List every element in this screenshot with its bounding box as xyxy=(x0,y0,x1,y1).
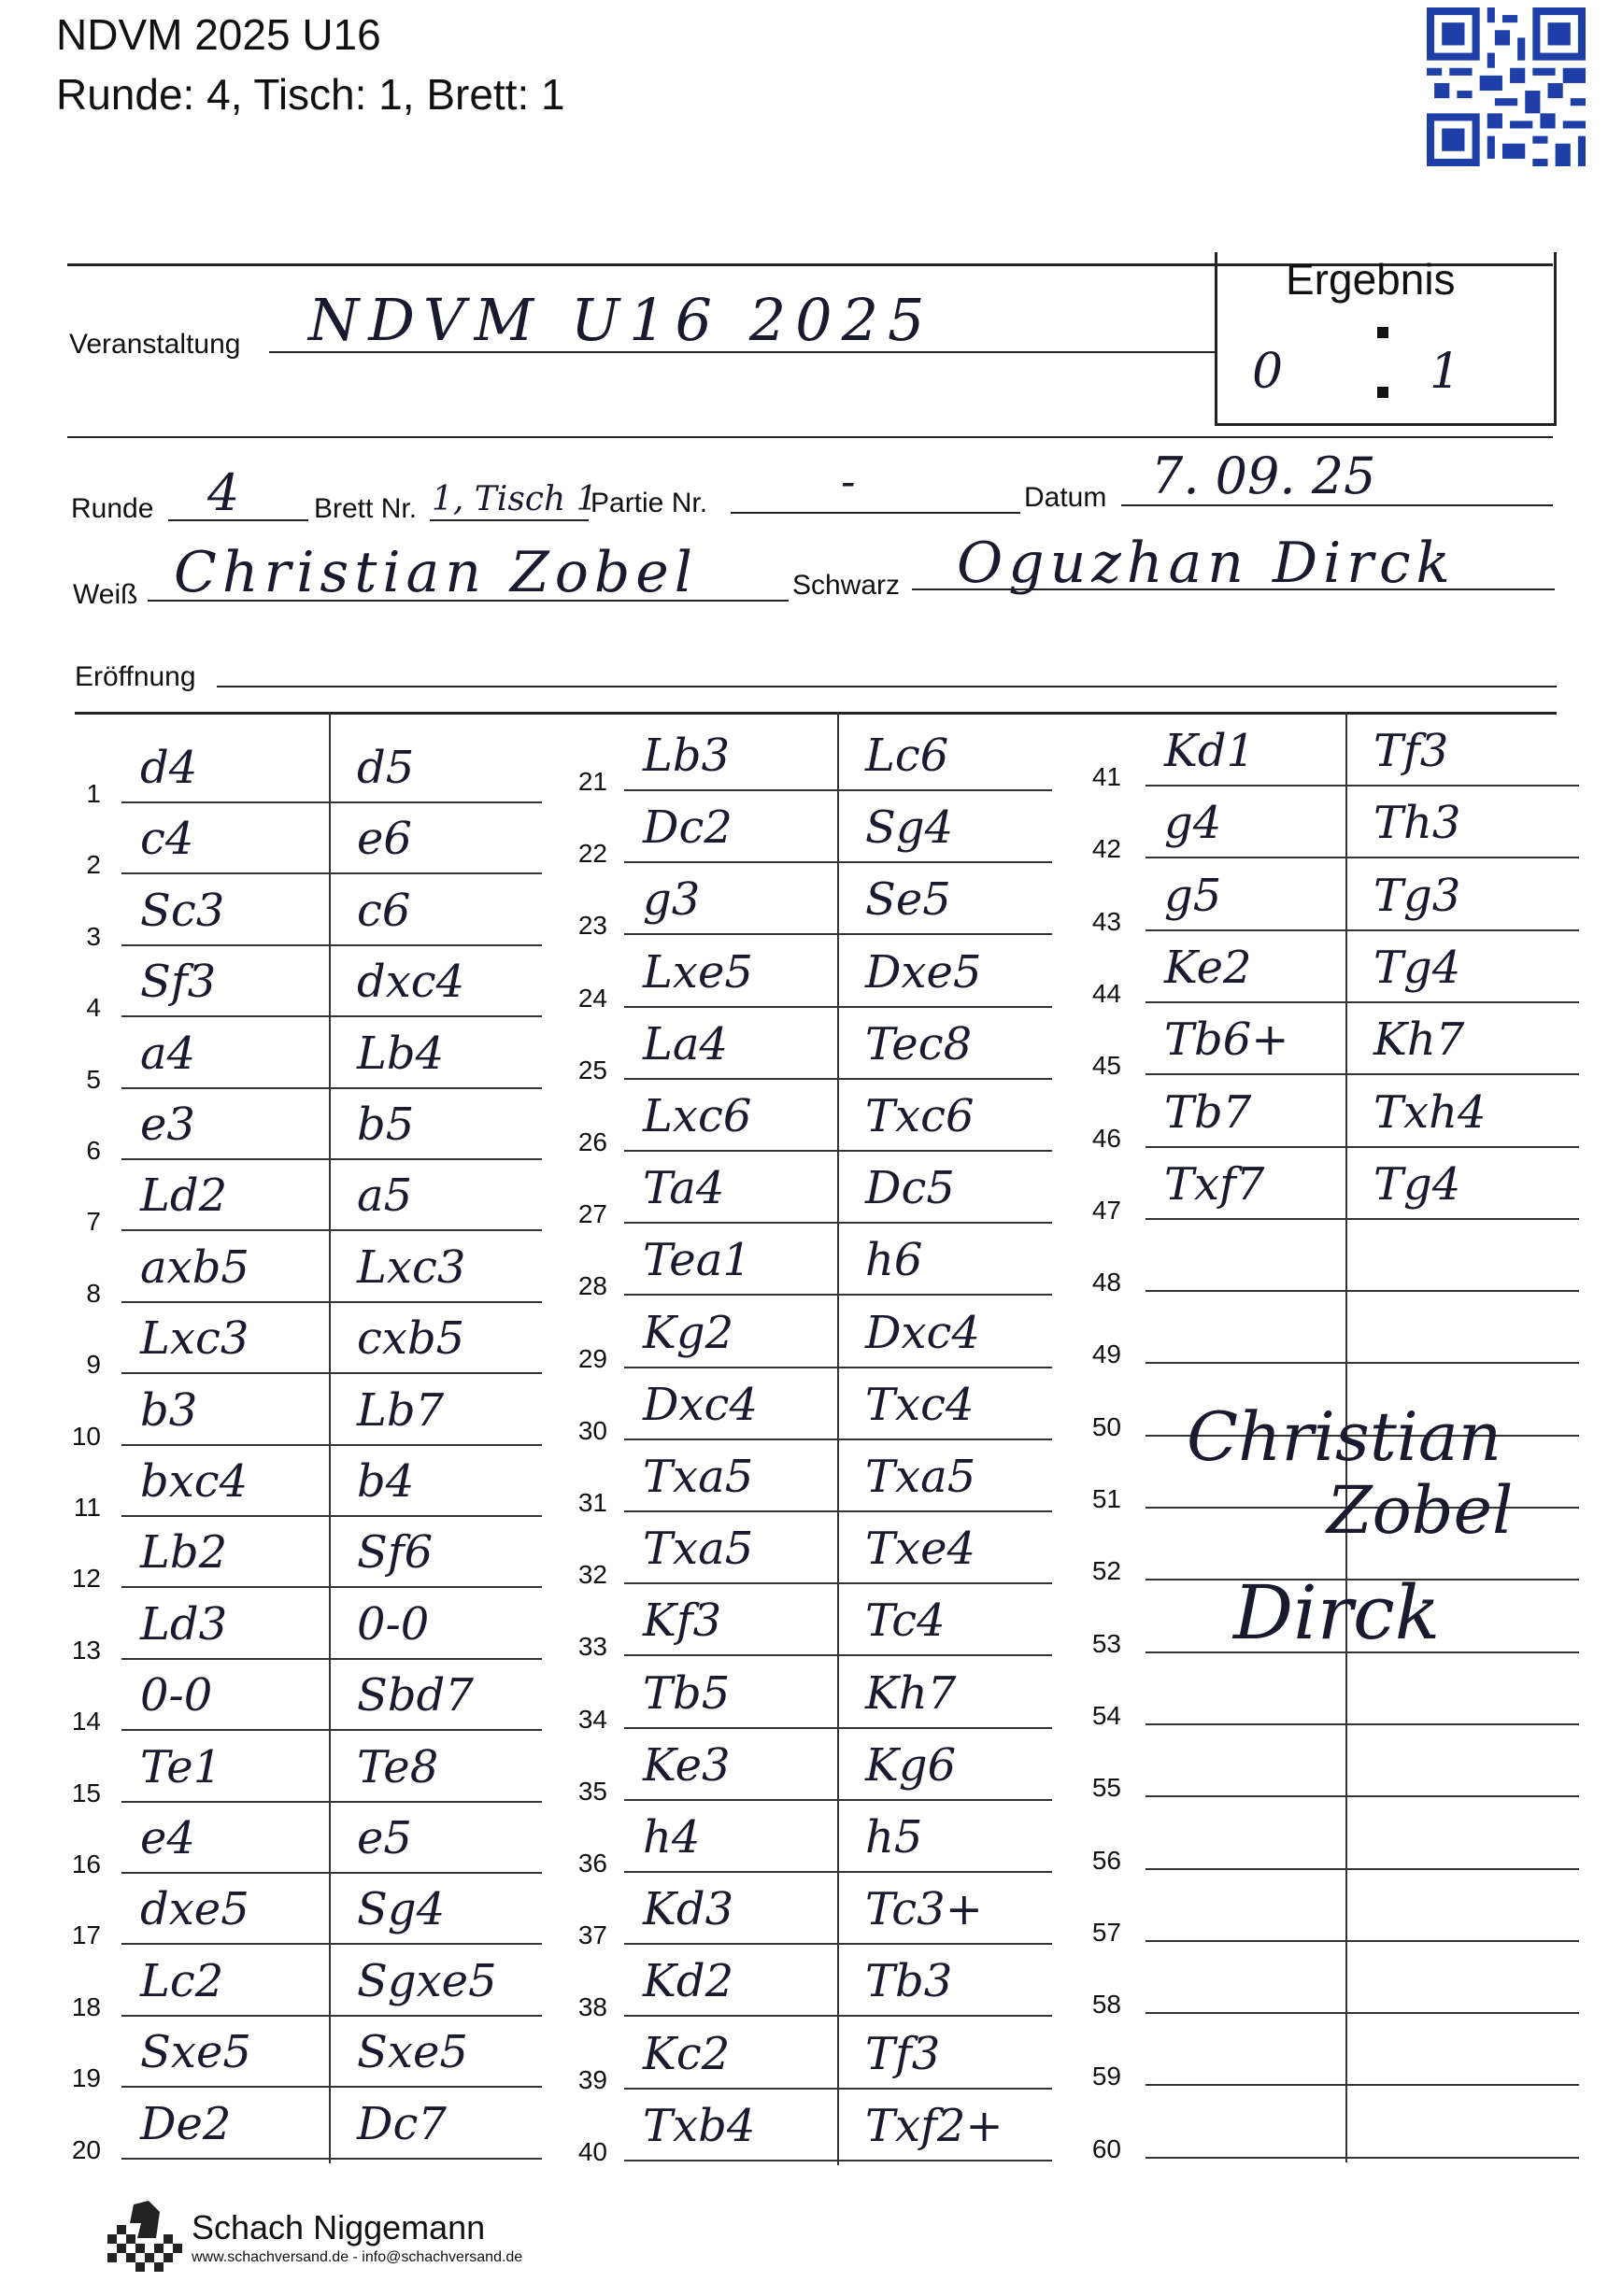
move-number: 51 xyxy=(1091,1484,1121,1513)
move-row-line xyxy=(121,1801,542,1803)
move-number: 34 xyxy=(577,1704,607,1734)
move-black: h5 xyxy=(865,1811,923,1864)
date-label: Datum xyxy=(1024,482,1107,513)
move-number: 44 xyxy=(1091,978,1121,1008)
move-white: Kc2 xyxy=(643,2027,731,2080)
move-black: a5 xyxy=(357,1169,413,1223)
move-white: Dxc4 xyxy=(643,1378,758,1431)
move-row-line xyxy=(1146,857,1579,858)
column-divider xyxy=(329,712,331,2163)
move-number: 36 xyxy=(577,1849,607,1878)
move-row-line xyxy=(121,1301,542,1303)
move-number: 28 xyxy=(577,1271,607,1301)
move-row-line xyxy=(1146,1146,1579,1148)
move-black: Tf3 xyxy=(865,2027,941,2080)
move-black: dxc4 xyxy=(357,956,465,1009)
move-number: 30 xyxy=(577,1415,607,1445)
move-white: Sc3 xyxy=(140,884,225,937)
move-number: 29 xyxy=(577,1343,607,1373)
move-black: d5 xyxy=(357,742,415,794)
signature-black: Dirck xyxy=(1233,1569,1441,1656)
move-row-line xyxy=(121,1015,542,1017)
move-white: c4 xyxy=(140,813,194,866)
move-black: Lb7 xyxy=(357,1383,445,1437)
move-white: Ld2 xyxy=(140,1169,228,1223)
move-black: Sf6 xyxy=(357,1526,434,1580)
event-label: Veranstaltung xyxy=(69,329,241,360)
move-white: Kg2 xyxy=(643,1306,734,1359)
move-row-line xyxy=(1146,1290,1579,1292)
move-row-line xyxy=(121,1872,542,1874)
move-row-line xyxy=(121,801,542,803)
move-row-line xyxy=(1146,1795,1579,1797)
move-white: Txa5 xyxy=(643,1451,754,1503)
move-row-line xyxy=(121,1372,542,1374)
move-number: 37 xyxy=(577,1920,607,1950)
move-black: Se5 xyxy=(865,873,951,927)
move-row-line xyxy=(1146,2157,1579,2159)
move-row-line xyxy=(121,1229,542,1231)
move-white: Lc2 xyxy=(140,1954,224,2007)
round-label: Runde xyxy=(71,493,154,524)
move-white: e3 xyxy=(140,1098,195,1151)
move-number: 10 xyxy=(71,1421,101,1451)
result-label: Ergebnis xyxy=(1286,255,1456,304)
move-black: Kg6 xyxy=(865,1738,957,1792)
move-number: 7 xyxy=(86,1207,101,1237)
move-black: Sbd7 xyxy=(357,1669,474,1722)
opening-label: Eröffnung xyxy=(75,661,196,692)
move-white: Tea1 xyxy=(643,1234,751,1287)
move-row-line xyxy=(1146,1940,1579,1942)
move-number: 24 xyxy=(577,983,607,1013)
move-white: Tb7 xyxy=(1164,1085,1252,1139)
move-number: 40 xyxy=(577,2136,607,2166)
move-black: Txc6 xyxy=(865,1090,975,1142)
move-number: 23 xyxy=(577,911,607,941)
black-label: Schwarz xyxy=(792,570,901,601)
move-number: 46 xyxy=(1091,1123,1121,1153)
move-white: a4 xyxy=(140,1027,196,1080)
signature-white-last: Zobel xyxy=(1327,1472,1514,1549)
move-white: e4 xyxy=(140,1812,195,1864)
move-black: c6 xyxy=(357,884,411,937)
move-white: d4 xyxy=(140,742,198,794)
game-value: - xyxy=(841,456,856,506)
column-divider xyxy=(837,712,839,2165)
move-black: Lc6 xyxy=(865,730,949,782)
move-black: e6 xyxy=(357,813,412,866)
move-number: 27 xyxy=(577,1199,607,1229)
move-number: 15 xyxy=(71,1778,101,1807)
move-number: 50 xyxy=(1091,1411,1121,1441)
move-black: Kh7 xyxy=(865,1666,957,1720)
move-white: g3 xyxy=(643,873,701,927)
move-black: Txc4 xyxy=(865,1378,975,1431)
result-black: 1 xyxy=(1430,344,1461,400)
move-row-line xyxy=(121,1444,542,1446)
move-black: Dxc4 xyxy=(865,1306,980,1359)
move-white: Sxe5 xyxy=(140,2026,251,2079)
move-white: Txa5 xyxy=(643,1523,754,1576)
move-black: Txf2+ xyxy=(865,2099,1003,2152)
move-number: 39 xyxy=(577,2064,607,2094)
move-black: Tf3 xyxy=(1373,725,1449,777)
move-black: b5 xyxy=(357,1098,415,1151)
move-row-line xyxy=(121,1943,542,1945)
move-number: 41 xyxy=(1091,762,1121,791)
move-black: Txh4 xyxy=(1373,1085,1487,1139)
move-white: axb5 xyxy=(140,1240,249,1294)
move-row-line xyxy=(121,2086,542,2088)
move-number: 52 xyxy=(1091,1556,1121,1586)
move-number: 43 xyxy=(1091,906,1121,936)
move-white: Lxe5 xyxy=(643,945,753,999)
move-black: Tc4 xyxy=(865,1594,946,1648)
move-white: Txf7 xyxy=(1164,1157,1265,1211)
move-number: 32 xyxy=(577,1560,607,1590)
board-value: 1, Tisch 1 xyxy=(432,480,598,518)
move-row-line xyxy=(1146,1723,1579,1725)
move-number: 55 xyxy=(1091,1773,1121,1803)
move-row-line xyxy=(1146,929,1579,931)
move-number: 12 xyxy=(71,1564,101,1594)
move-number: 48 xyxy=(1091,1268,1121,1297)
move-row-line xyxy=(121,1658,542,1660)
move-number: 2 xyxy=(86,850,101,880)
move-white: De2 xyxy=(140,2097,232,2150)
move-number: 57 xyxy=(1091,1917,1121,1947)
move-white: Lb2 xyxy=(140,1526,228,1580)
move-number: 54 xyxy=(1091,1700,1121,1730)
move-black: Te8 xyxy=(357,1740,439,1793)
sheet-title: NDVM 2025 U16 xyxy=(56,10,381,59)
event-value: NDVM U16 2025 xyxy=(308,286,934,354)
footer-url: www.schachversand.de - info@schachversand.de xyxy=(192,2249,523,2265)
move-white: Kd3 xyxy=(643,1883,734,1936)
move-row-line xyxy=(1146,1073,1579,1075)
move-white: h4 xyxy=(643,1811,701,1864)
board-label: Brett Nr. xyxy=(314,493,418,524)
move-row-line xyxy=(121,2015,542,2017)
move-black: Lxc3 xyxy=(357,1240,466,1294)
move-white: Ld3 xyxy=(140,1597,228,1651)
move-row-line xyxy=(1146,1362,1579,1364)
footer-brand: Schach Niggemann xyxy=(192,2208,486,2246)
move-number: 18 xyxy=(71,1991,101,2021)
move-black: Tc3+ xyxy=(865,1883,983,1936)
move-number: 49 xyxy=(1091,1339,1121,1369)
move-white: b3 xyxy=(140,1383,198,1437)
move-number: 16 xyxy=(71,1850,101,1878)
move-row-line xyxy=(1146,785,1579,787)
result-white: 0 xyxy=(1252,344,1284,400)
move-black: Sxe5 xyxy=(357,2026,468,2079)
move-row-line xyxy=(121,1729,542,1731)
chess-knight-logo-icon xyxy=(107,2197,182,2272)
move-number: 59 xyxy=(1091,2062,1121,2091)
move-black: Sg4 xyxy=(865,801,954,855)
move-number: 58 xyxy=(1091,1990,1121,2020)
move-number: 22 xyxy=(577,839,607,869)
move-number: 5 xyxy=(86,1064,101,1094)
move-number: 21 xyxy=(577,767,607,796)
round-value: 4 xyxy=(207,463,240,522)
move-number: 33 xyxy=(577,1632,607,1662)
move-row-line xyxy=(1146,2012,1579,2014)
black-player: Oguzhan Dirck xyxy=(957,531,1456,596)
move-white: Ta4 xyxy=(643,1162,725,1215)
game-label: Partie Nr. xyxy=(591,488,708,518)
move-white: Dc2 xyxy=(643,801,733,855)
move-row-line xyxy=(1146,2084,1579,2086)
move-black: Tb3 xyxy=(865,1955,953,2008)
move-white: Tb6+ xyxy=(1164,1013,1289,1067)
move-number: 35 xyxy=(577,1776,607,1806)
sheet-subtitle: Runde: 4, Tisch: 1, Brett: 1 xyxy=(56,70,565,119)
move-number: 42 xyxy=(1091,834,1121,864)
move-white: Lxc3 xyxy=(140,1312,249,1366)
move-black: 0-0 xyxy=(357,1597,430,1651)
move-black: Tg3 xyxy=(1373,869,1461,922)
move-number: 17 xyxy=(71,1920,101,1950)
move-white: g4 xyxy=(1164,797,1222,850)
move-number: 19 xyxy=(71,2063,101,2093)
move-number: 3 xyxy=(86,921,101,951)
move-white: Lxc6 xyxy=(643,1090,752,1142)
move-black: Dxe5 xyxy=(865,945,982,999)
move-black: cxb5 xyxy=(357,1312,465,1366)
move-number: 38 xyxy=(577,1992,607,2022)
white-player: Christian Zobel xyxy=(174,540,698,605)
move-number: 11 xyxy=(73,1493,101,1522)
move-number: 53 xyxy=(1091,1628,1121,1658)
move-white: Ke2 xyxy=(1164,941,1252,994)
move-white: g5 xyxy=(1164,869,1222,922)
move-black: Dc7 xyxy=(357,2097,447,2150)
move-number: 1 xyxy=(86,779,101,808)
move-black: Txe4 xyxy=(865,1523,976,1576)
move-white: Kf3 xyxy=(643,1594,722,1648)
move-white: La4 xyxy=(643,1017,729,1070)
move-white: 0-0 xyxy=(140,1669,213,1722)
move-row-line xyxy=(121,872,542,874)
move-row-line xyxy=(121,1515,542,1517)
move-row-line xyxy=(1146,1218,1579,1220)
move-number: 60 xyxy=(1091,2133,1121,2163)
move-number: 6 xyxy=(86,1136,101,1165)
move-black: Sg4 xyxy=(357,1883,446,1936)
move-number: 47 xyxy=(1091,1195,1121,1225)
move-row-line xyxy=(121,2158,542,2160)
move-black: Lb4 xyxy=(357,1027,445,1080)
move-black: e5 xyxy=(357,1812,412,1864)
white-label: Weiß xyxy=(73,579,138,610)
move-white: Te1 xyxy=(140,1740,222,1793)
move-number: 31 xyxy=(577,1488,607,1517)
move-black: Tg4 xyxy=(1373,941,1461,994)
move-white: bxc4 xyxy=(140,1455,249,1508)
move-white: Tb5 xyxy=(643,1666,731,1720)
move-row-line xyxy=(121,944,542,946)
move-number: 4 xyxy=(86,993,101,1023)
move-black: Tg4 xyxy=(1373,1157,1461,1211)
move-black: Kh7 xyxy=(1373,1013,1465,1067)
move-white: dxe5 xyxy=(140,1883,249,1936)
move-row-line xyxy=(121,1087,542,1089)
move-white: Sf3 xyxy=(140,956,217,1009)
move-row-line xyxy=(121,1158,542,1160)
move-row-line xyxy=(121,1586,542,1588)
move-black: b4 xyxy=(357,1455,415,1508)
move-number: 13 xyxy=(71,1635,101,1665)
signature-white-first: Christian xyxy=(1187,1397,1502,1476)
move-white: Kd1 xyxy=(1164,725,1256,777)
move-white: Ke3 xyxy=(643,1738,731,1792)
move-number: 25 xyxy=(577,1055,607,1084)
move-number: 20 xyxy=(71,2134,101,2164)
move-white: Lb3 xyxy=(643,730,731,782)
move-black: Txa5 xyxy=(865,1451,976,1503)
move-black: Th3 xyxy=(1373,797,1461,850)
move-number: 45 xyxy=(1091,1051,1121,1081)
move-number: 26 xyxy=(577,1127,607,1156)
move-black: Dc5 xyxy=(865,1162,955,1215)
move-row-line xyxy=(1146,1001,1579,1003)
move-number: 8 xyxy=(86,1278,101,1308)
move-white: Txb4 xyxy=(643,2099,756,2152)
move-number: 9 xyxy=(86,1350,101,1380)
move-number: 14 xyxy=(71,1707,101,1736)
move-black: h6 xyxy=(865,1234,923,1287)
date-value: 7. 09. 25 xyxy=(1151,446,1376,505)
move-number: 56 xyxy=(1091,1845,1121,1875)
move-row-line xyxy=(1146,1868,1579,1870)
move-white: Kd2 xyxy=(643,1955,734,2008)
move-black: Sgxe5 xyxy=(357,1954,497,2007)
move-black: Tec8 xyxy=(865,1017,973,1070)
